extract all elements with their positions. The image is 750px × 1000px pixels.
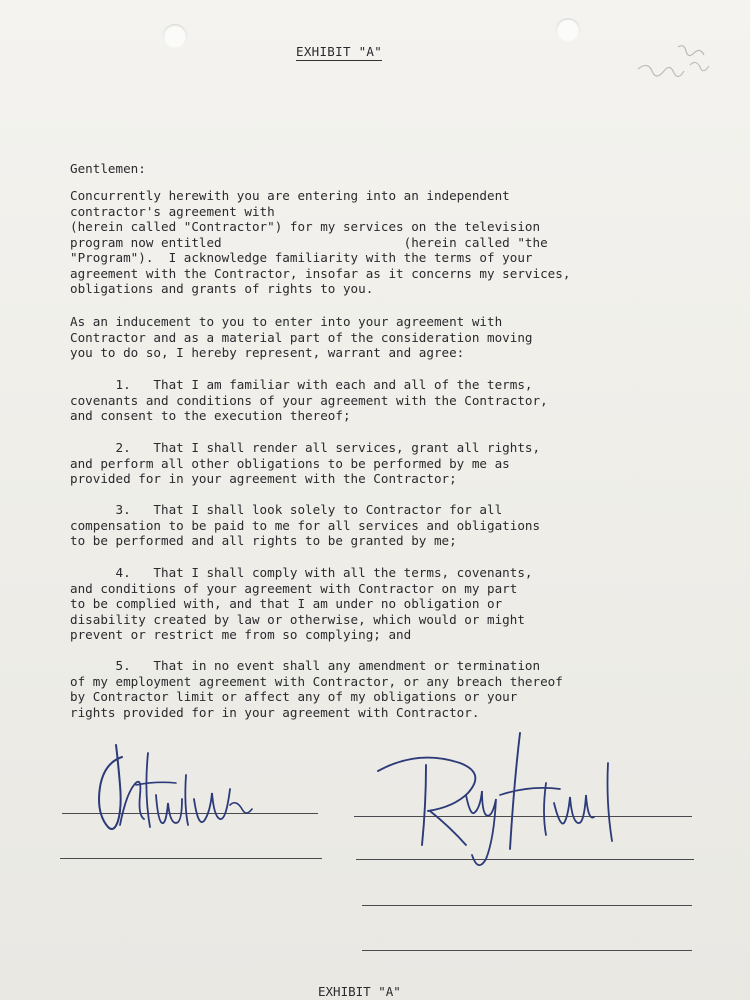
signature-right	[370, 725, 650, 875]
clause-1: 1. That I am familiar with each and all of the terms, covenants and conditions of your agreement with the Contractor, and consent to the execution thereof;	[70, 377, 548, 423]
clause-4: 4. That I shall comply with all the terms, covenants, and conditions of your agreement with Contractor on my part to be complied with, and that I am under no obligation or disability created by law or otherwise, which would or might prevent or restrict me from so complying; and	[70, 565, 533, 642]
punch-hole-left	[163, 24, 187, 48]
document-footer: EXHIBIT "A"	[318, 984, 401, 999]
signature-line-left-2	[60, 858, 322, 859]
signature-line-right-4	[362, 950, 692, 951]
greeting: Gentlemen:	[70, 161, 146, 176]
clause-5: 5. That in no event shall any amendment or termination of my employment agreement with Contractor, or any breach thereof by Contractor limit or affect any of my obligations or your rights provided for in your agreement with Contractor.	[70, 658, 563, 720]
punch-hole-right	[556, 18, 580, 42]
pencil-marks	[630, 35, 720, 95]
document-title: EXHIBIT "A"	[296, 44, 383, 59]
clause-2: 2. That I shall render all services, grant all rights, and perform all other obligations to be performed by me as provided for in your agreement with the Contractor;	[70, 440, 541, 486]
paragraph-intro: Concurrently herewith you are entering into an independent contractor's agreement with (herein called "Contractor") for my services on the television program now entitled (herein called "the "Program"). I acknowledge familiarity with the terms of your agreement with the Contractor, insofar as it concerns my services, obligations and grants of rights to you.	[70, 188, 571, 296]
paragraph-inducement: As an inducement to you to enter into your agreement with Contractor and as a material part of the consideration moving you to do so, I hereby represent, warrant and agree:	[70, 314, 533, 360]
clause-3: 3. That I shall look solely to Contractor for all compensation to be paid to me for all services and obligations to be performed and all rights to be granted by me;	[70, 502, 541, 548]
signature-left	[90, 735, 260, 845]
signature-line-right-3	[362, 905, 692, 906]
